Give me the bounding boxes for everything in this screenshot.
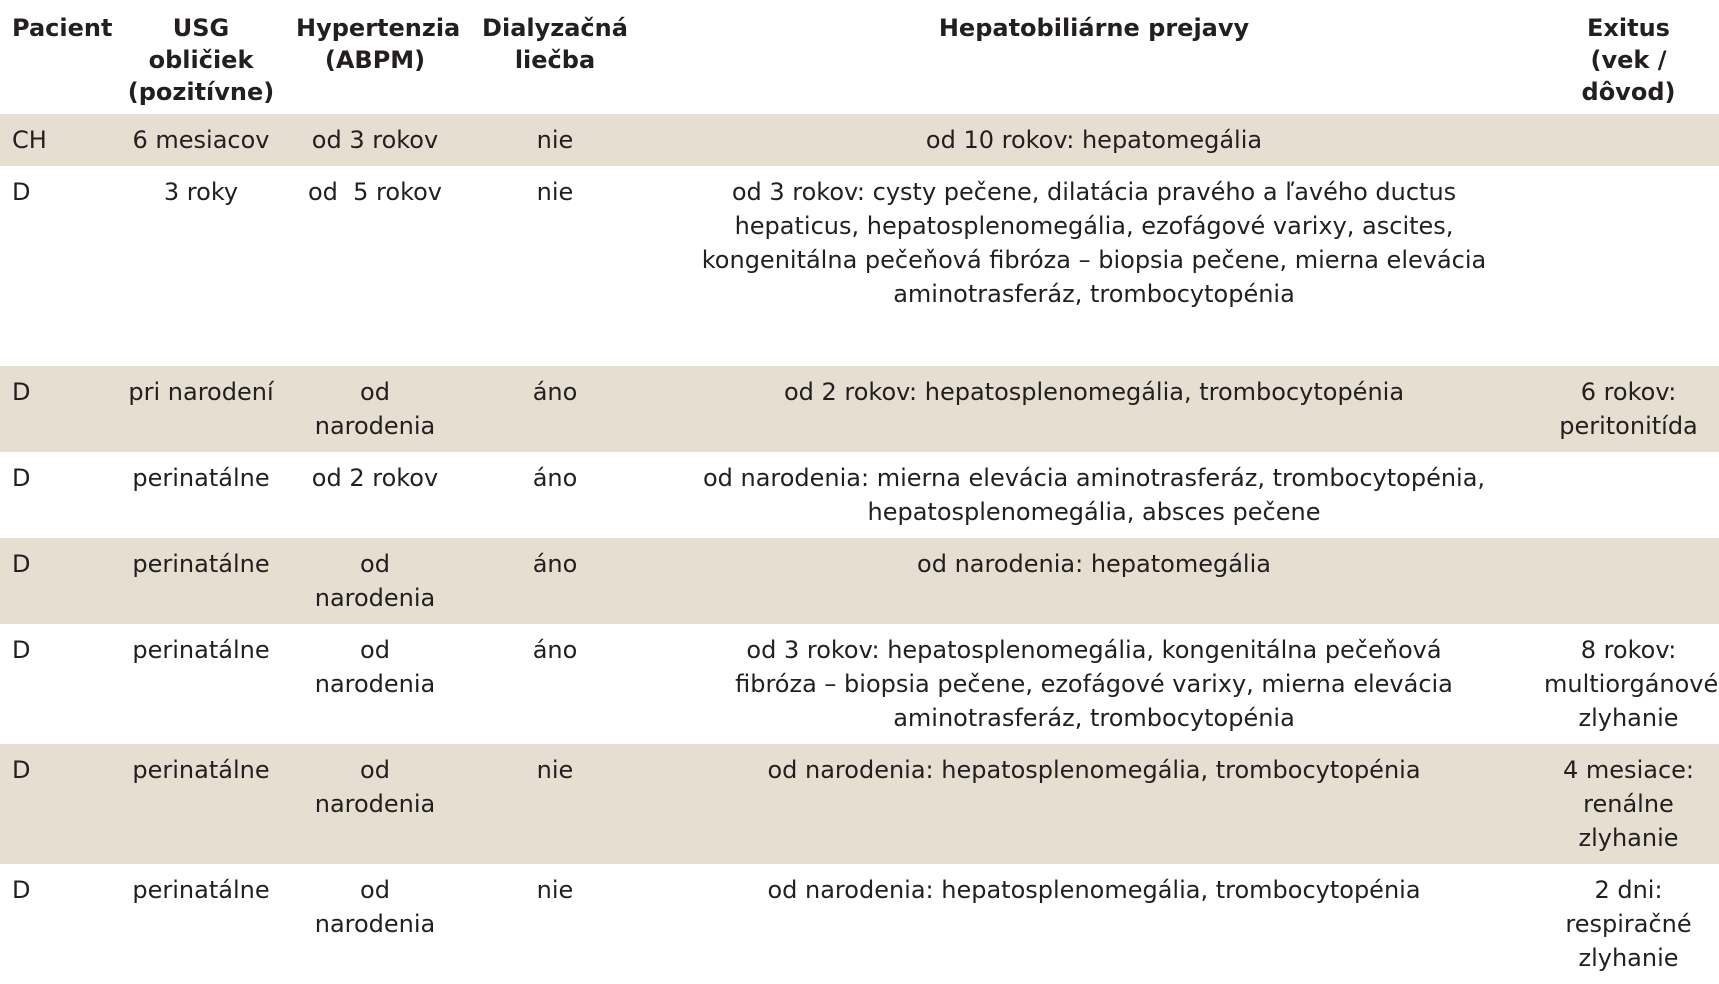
cell-pacient: D	[12, 464, 31, 492]
table-row	[0, 166, 1719, 366]
cell-usg: perinatálne	[112, 538, 290, 624]
cell-usg: perinatálne	[132, 636, 270, 664]
cell-pacient: CH	[0, 114, 112, 166]
header-line: Hepatobiliárne prejavy	[938, 14, 1250, 42]
cell-exitus	[1538, 744, 1719, 864]
cell-dialyza: áno	[460, 538, 650, 624]
cell-line: aminotrasferáz, trombocytopénia	[893, 280, 1295, 308]
cell-line: od 3 rokov: cysty pečene, dilatácia pravého a ľavého ductus	[731, 178, 1457, 206]
cell-line: zlyhanie	[1578, 944, 1679, 972]
cell-pacient: D	[12, 636, 31, 664]
cell-hepato	[650, 166, 1538, 366]
cell-dialyza: áno	[532, 464, 578, 492]
cell-pacient: D	[0, 538, 112, 624]
cell-line: multiorgánové	[1544, 670, 1719, 698]
cell-exitus	[1538, 114, 1719, 166]
cell-hepato	[650, 452, 1538, 538]
header-hypertenzia	[290, 0, 460, 114]
cell-hepato	[650, 114, 1538, 166]
header-line: (pozitívne)	[127, 78, 275, 106]
header-line: liečba	[514, 46, 596, 74]
cell-hypertenzia: od narodenia	[290, 744, 460, 864]
cell-dialyza: áno	[460, 366, 650, 452]
cell-exitus	[1538, 366, 1719, 452]
cell-dialyza: nie	[460, 744, 650, 864]
header-line: (vek / dôvod)	[1581, 46, 1676, 106]
cell-usg: perinatálne	[112, 744, 290, 864]
cell-line: hepatosplenomegália, absces pečene	[867, 498, 1321, 526]
cell-hepato	[650, 744, 1538, 864]
table-row	[0, 744, 1719, 864]
cell-line: kongenitálna pečeňová fibróza – biopsia pečene, mierna elevácia	[701, 246, 1487, 274]
cell-hypertenzia: od 5 rokov	[307, 178, 443, 206]
cell-hepato	[650, 538, 1538, 624]
cell-line: od 3 rokov: hepatosplenomegália, kongenitálna pečeňová	[746, 636, 1442, 664]
header-line: Exitus	[1587, 14, 1670, 42]
cell-line: 6 rokov:	[1580, 378, 1677, 406]
cell-pacient: D	[0, 366, 112, 452]
cell-line: od narodenia: hepatosplenomegália, trombocytopénia	[767, 876, 1421, 904]
header-line: USG obličiek	[148, 14, 254, 74]
cell-line: renálne zlyhanie	[1578, 790, 1679, 852]
header-line: (ABPM)	[324, 46, 426, 74]
header-pacient	[0, 0, 112, 114]
cell-hepato	[650, 366, 1538, 452]
cell-pacient: D	[0, 744, 112, 864]
cell-line: od 2 rokov: hepatosplenomegália, trombocytopénia	[783, 378, 1405, 406]
cell-exitus	[1538, 452, 1719, 538]
header-line: Hypertenzia	[296, 14, 461, 42]
cell-usg: perinatálne	[132, 464, 270, 492]
cell-line: 8 rokov:	[1580, 636, 1677, 664]
cell-exitus	[1538, 624, 1719, 744]
cell-line: fibróza – biopsia pečene, ezofágové varixy, mierna elevácia	[735, 670, 1453, 698]
cell-usg: perinatálne	[132, 876, 270, 904]
cell-line: zlyhanie	[1578, 704, 1679, 732]
cell-line: 4 mesiace:	[1563, 756, 1694, 784]
header-usg	[112, 0, 290, 114]
cell-usg: 6 mesiacov	[112, 114, 290, 166]
cell-hypertenzia: od narodenia	[290, 538, 460, 624]
cell-pacient: D	[12, 178, 31, 206]
cell-dialyza: nie	[460, 114, 650, 166]
cell-hypertenzia: od 3 rokov	[290, 114, 460, 166]
cell-hepato	[650, 864, 1538, 984]
header-exitus	[1538, 0, 1719, 114]
cell-hypertenzia: od narodenia	[290, 366, 460, 452]
header-line: Pacient	[12, 14, 113, 42]
table-row	[0, 366, 1719, 452]
cell-line: hepaticus, hepatosplenomegália, ezofágové varixy, ascites,	[734, 212, 1454, 240]
header-row	[0, 0, 1719, 114]
cell-hypertenzia: od 2 rokov	[311, 464, 439, 492]
cell-hepato	[650, 624, 1538, 744]
cell-usg: pri narodení	[112, 366, 290, 452]
table-row	[0, 114, 1719, 166]
table-row	[0, 864, 1719, 984]
header-dialyza	[460, 0, 650, 114]
cell-line: od narodenia: mierna elevácia aminotrasferáz, trombocytopénia,	[702, 464, 1486, 492]
table-row	[0, 452, 1719, 538]
cell-line: od narodenia: hepatosplenomegália, trombocytopénia	[767, 756, 1421, 784]
cell-exitus	[1538, 538, 1719, 624]
cell-line: od 10 rokov: hepatomegália	[925, 126, 1263, 154]
cell-hypertenzia: od narodenia	[314, 636, 436, 698]
cell-pacient: D	[12, 876, 31, 904]
header-hepato	[650, 0, 1538, 114]
cell-exitus	[1538, 166, 1719, 366]
cell-dialyza: nie	[536, 876, 574, 904]
table-row	[0, 538, 1719, 624]
cell-line: peritonitída	[1559, 412, 1698, 440]
cell-line: 2 dni: respiračné	[1565, 876, 1692, 938]
cell-dialyza: nie	[536, 178, 574, 206]
cell-hypertenzia: od narodenia	[314, 876, 436, 938]
table-row	[0, 624, 1719, 744]
cell-dialyza: áno	[532, 636, 578, 664]
cell-line: aminotrasferáz, trombocytopénia	[893, 704, 1295, 732]
cell-line: od narodenia: hepatomegália	[917, 550, 1271, 578]
cell-usg: 3 roky	[163, 178, 239, 206]
header-line: Dialyzačná	[482, 14, 628, 42]
cell-exitus	[1538, 864, 1719, 984]
